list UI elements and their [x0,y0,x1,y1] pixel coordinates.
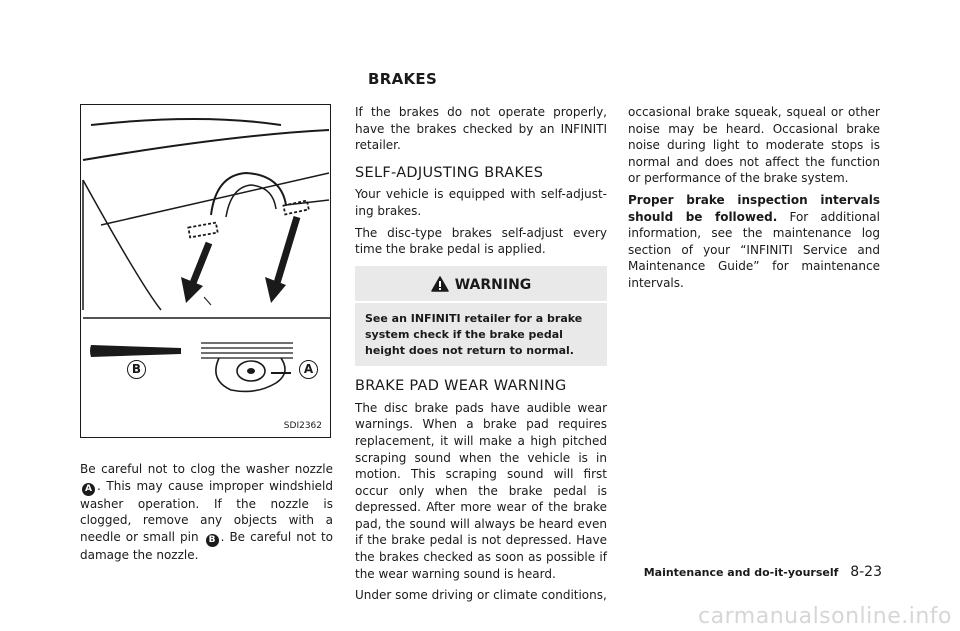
ref-a-badge: A [82,483,95,496]
page-footer [644,564,882,580]
warning-title [355,276,607,304]
column-2 [355,104,607,609]
self-adjusting-p2: The disc-type brakes self-adjust every time the brake pedal is applied. [355,225,607,257]
nozzle-drawing [81,105,332,439]
figure-code: SDI2362 [283,421,322,431]
ref-b-badge: B [206,534,219,547]
callout-a: A [299,360,318,379]
nozzle-paragraph [80,461,333,563]
pad-wear-p2: Under some driving or climate conditions, [355,588,607,603]
page-number: 8-23 [850,564,882,580]
warning-box [355,266,607,366]
pad-wear-heading: BRAKE PAD WEAR WARNING [355,378,567,395]
section-header: BRAKES [368,70,438,88]
inspection-paragraph [628,192,880,292]
inspection-bold: Proper brake inspection intervals should be followed. [628,192,880,224]
column-3 [628,104,880,297]
self-adjusting-heading: SELF-ADJUSTING BRAKES [355,164,544,181]
warning-text: See an INFINITI retailer for a brake system check if the brake pedal height does not return to normal. [365,312,583,357]
nozzle-text-3: . Be careful not to damage the nozzle. [80,529,333,562]
warning-icon [431,276,449,292]
washer-nozzle-illustration [80,104,331,438]
footer-section: Maintenance and do-it-yourself [643,566,839,579]
nozzle-text-1: Be careful not to clog the washer nozzle [80,462,333,476]
nozzle-text-2: . This may cause improper windshield washer operation. If the nozzle is clogged, remove any objects with a needle or small pin [80,478,333,544]
pad-wear-p1: The disc brake pads have audible wear warnings. When a brake pad requires replacement, it will make a high pitched scraping sound when the vehicle is in motion. This scraping sound will first occur only when the brake pedal is depressed. After more wear of the brake pad, the sound will always be heard even if the brake pedal is not depressed. Have the brakes checked as soon as possible if the wear warning sound is heard. [355,400,607,581]
callout-b: B [127,360,146,379]
column-1 [80,461,333,568]
self-adjusting-p1: Your vehicle is equipped with self-adjust-ing brakes. [355,187,607,218]
intro-paragraph: If the brakes do not operate properly, have the brakes checked by an INFINITI retailer. [355,105,607,153]
inspection-rest: For additional information, see the maintenance log section of your “INFINITI Service and Maintenance Guide” for maintenance intervals. [628,209,880,290]
noise-paragraph: occasional brake squeak, squeal or other noise may be heard. Occasional brake noise during light to moderate stops is normal and does not affect the function or performance of the brake system. [628,105,880,186]
watermark: carmanualsonline.info [698,604,952,629]
warning-title-text: WARNING [454,276,532,293]
